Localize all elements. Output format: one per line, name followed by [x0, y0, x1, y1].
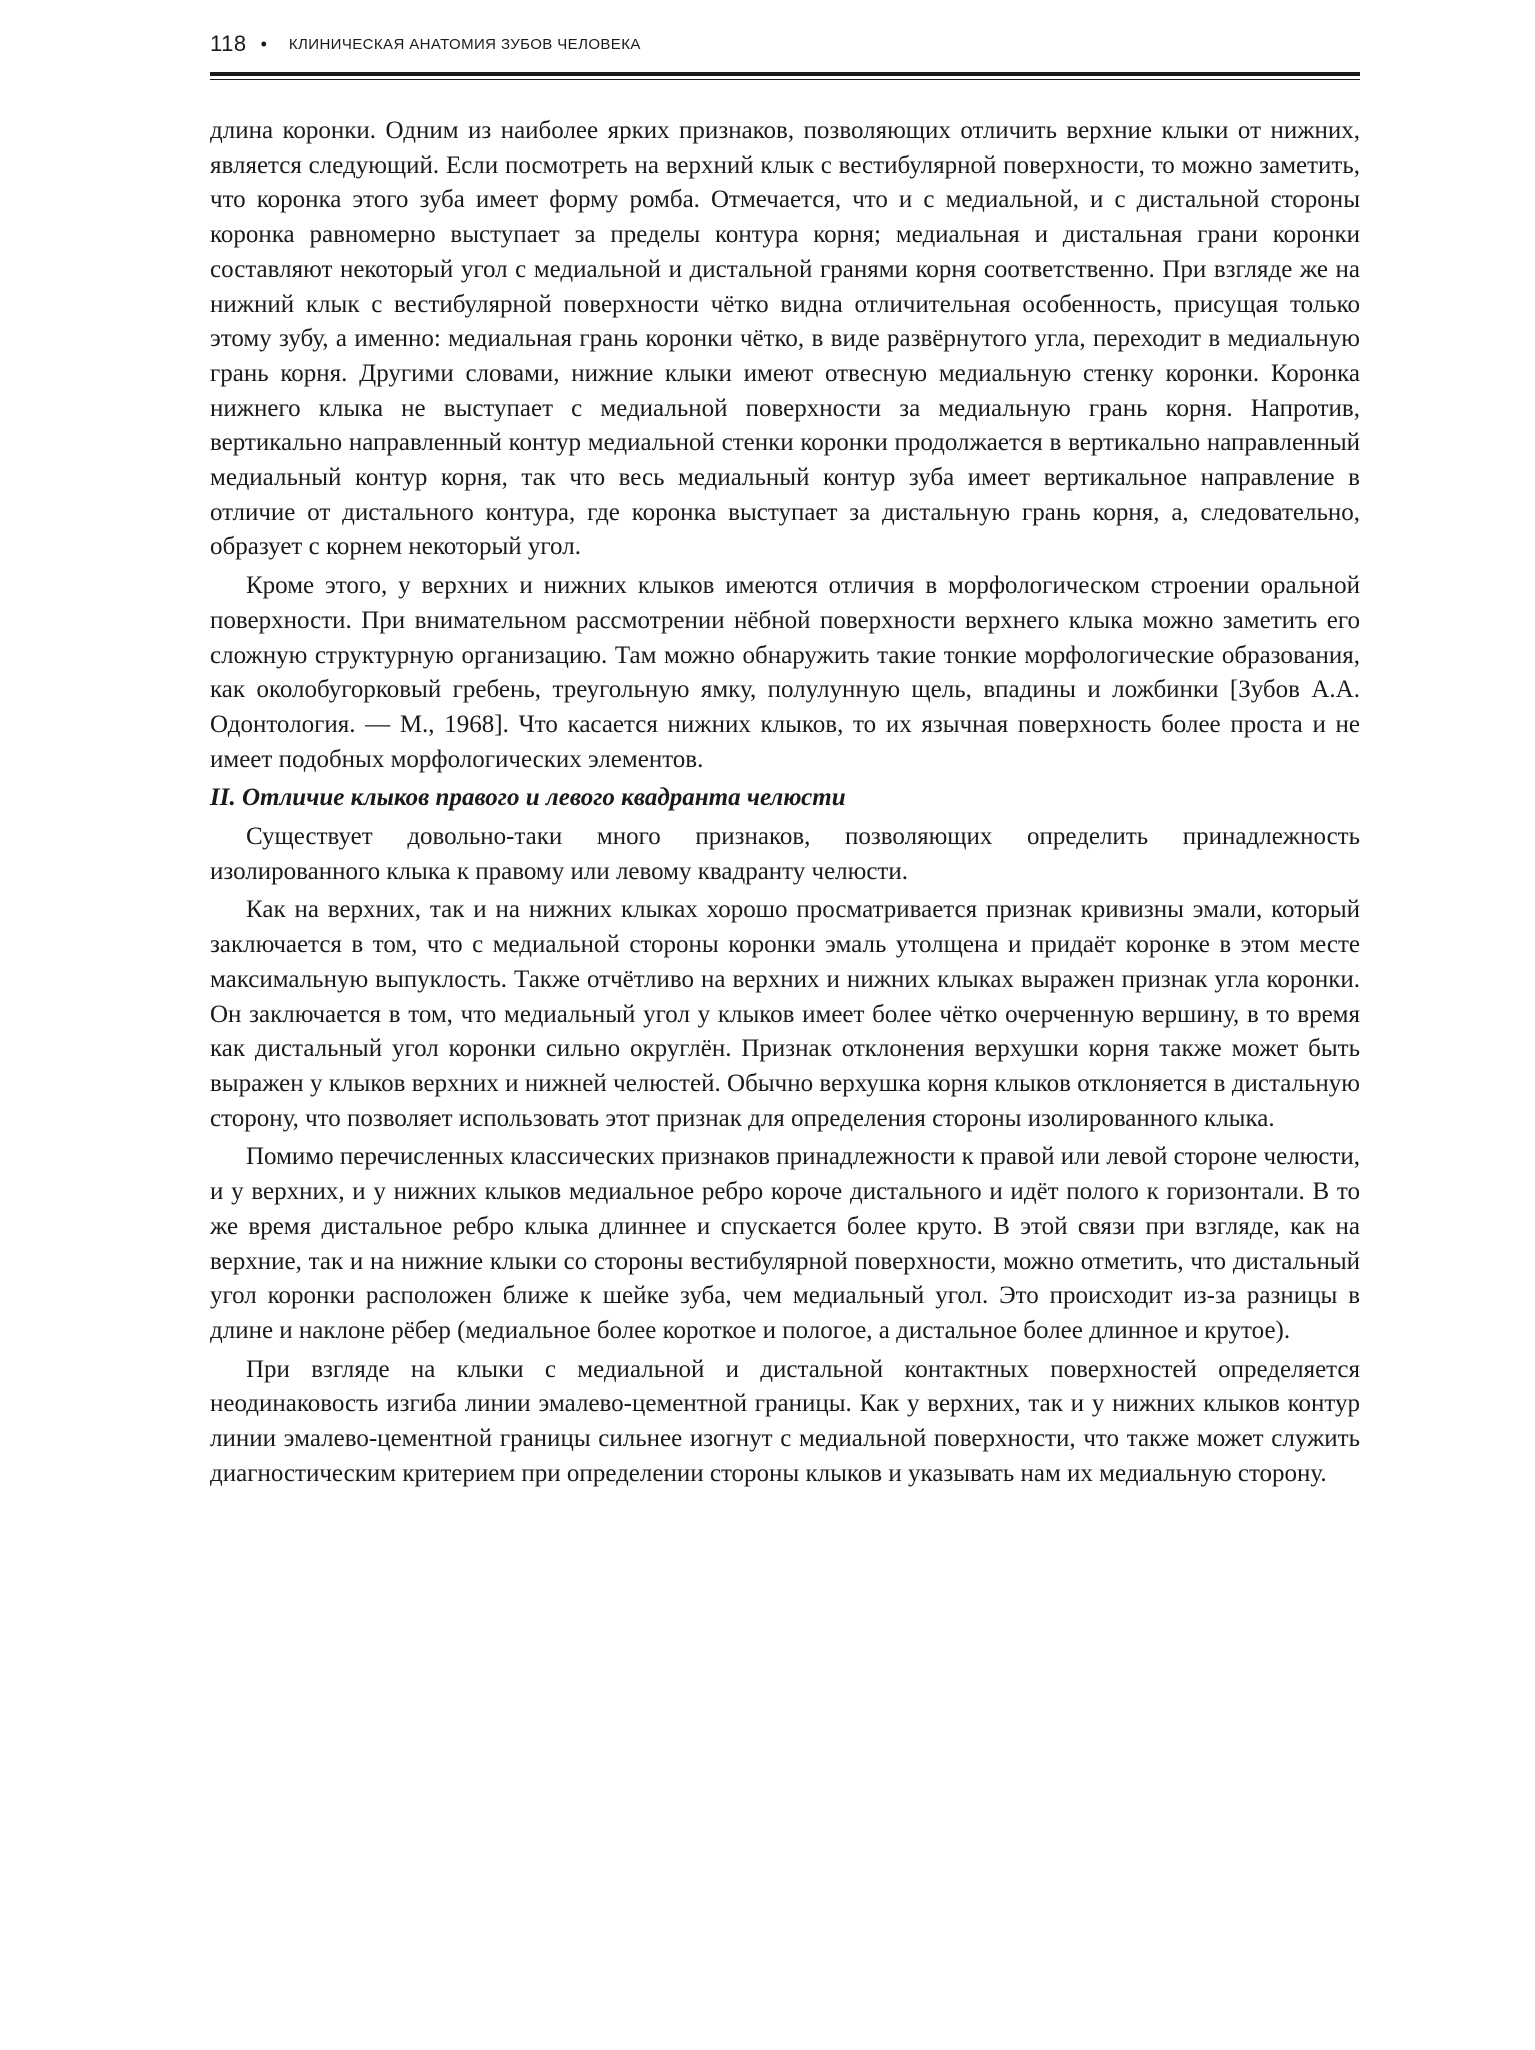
- paragraph: При взгляде на клыки с медиальной и дистальной контактных поверхностей определяется неодинаковость изгиба линии эмалево-цементной границы. Как у верхних, так и у нижних клыков контур линии эмалево-цементной границы сильнее изогнут с медиальной поверхности, что также может служить диагностическим критерием при определении стороны клыков и указывать нам их медиальную сторону.: [210, 1355, 1360, 1487]
- main-text: [210, 114, 1360, 1495]
- paragraph: Существует довольно-таки много признаков, позволяющих определить принадлежность изолированного клыка к правому или левому квадранту челюсти.: [210, 823, 1360, 885]
- header-bullet: •: [260, 33, 267, 54]
- page-number: 118: [210, 31, 247, 56]
- paragraph: Помимо перечисленных классических признаков принадлежности к правой или левой стороне челюсти, и у верхних, и у нижних клыков медиальное ребро короче дистального и идёт полого к горизонтали. В то же время дистальное ребро клыка длиннее и спускается более круто. В этой связи при взгляде, как на верхние, так и на нижние клыки со стороны вестибулярной поверхности, можно отметить, что дистальный угол коронки расположен ближе к шейке зуба, чем медиальный угол. Это происходит из-за разницы в длине и наклоне рёбер (медиальное более короткое и пологое, а дистальное более длинное и крутое).: [210, 1143, 1361, 1344]
- paragraph: Кроме этого, у верхних и нижних клыков имеются отличия в морфологическом строении оральной поверхности. При внимательном рассмотрении нёбной поверхности верхнего клыка можно заметить его сложную структурную организацию. Там можно обнаружить такие тонкие морфологические образования, как околобугорковый гребень, треугольную ямку, полулунную щель, впадины и ложбинки [Зубов А.А. Одонтология. — М., 1968]. Что касается нижних клыков, то их язычная поверхность более проста и не имеет подобных морфологических элементов.: [210, 572, 1360, 773]
- header-rule-thick: [210, 72, 1360, 76]
- running-head: [210, 24, 1358, 64]
- header-rule-thin: [210, 79, 1360, 80]
- book-title: КЛИНИЧЕСКАЯ АНАТОМИЯ ЗУБОВ ЧЕЛОВЕКА: [288, 35, 641, 53]
- paragraph: Как на верхних, так и на нижних клыках хорошо просматривается признак кривизны эмали, который заключается в том, что с медиальной стороны коронки эмаль утолщена и придаёт коронке в этом месте максимальную выпуклость. Также отчётливо на верхних и нижних клыках выражен признак угла коронки. Он заключается в том, что медиальный угол у клыков имеет более чётко очерченную вершину, в то время как дистальный угол коронки сильно округлён. Признак отклонения верхушки корня также может быть выражен у клыков верхних и нижней челюстей. Обычно верхушка корня клыков отклоняется в дистальную сторону, что позволяет использовать этот признак для определения стороны изолированного клыка.: [210, 896, 1360, 1132]
- paragraph: длина коронки. Одним из наиболее ярких признаков, позволяющих отличить верхние клыки от нижних, является следующий. Если посмотреть на верхний клык с вестибулярной поверхности, то можно заметить, что коронка этого зуба имеет форму ромба. Отмечается, что и с медиальной, и с дистальной стороны коронка равномерно выступает за пределы контура корня; медиальная и дистальная грани коронки составляют некоторый угол с медиальной и дистальной гранями корня соответственно. При взгляде же на нижний клык с вестибулярной поверхности чётко видна отличительная особенность, присущая только этому зубу, а именно: медиальная грань коронки чётко, в виде развёрнутого угла, переходит в медиальную грань корня. Другими словами, нижние клыки имеют отвесную медиальную стенку коронки. Коронка нижнего клыка не выступает с медиальной поверхности за медиальную грань корня. Напротив, вертикально направленный контур медиальной стенки коронки продолжается в вертикально направленный медиальный контур корня, так что весь медиальный контур зуба имеет вертикальное направление в отличие от дистального контура, где коронка выступает за дистальную грань корня, а, следовательно, образует с корнем некоторый угол.: [210, 117, 1360, 561]
- section-heading: II. Отличие клыков правого и левого квадранта челюсти: [210, 784, 846, 812]
